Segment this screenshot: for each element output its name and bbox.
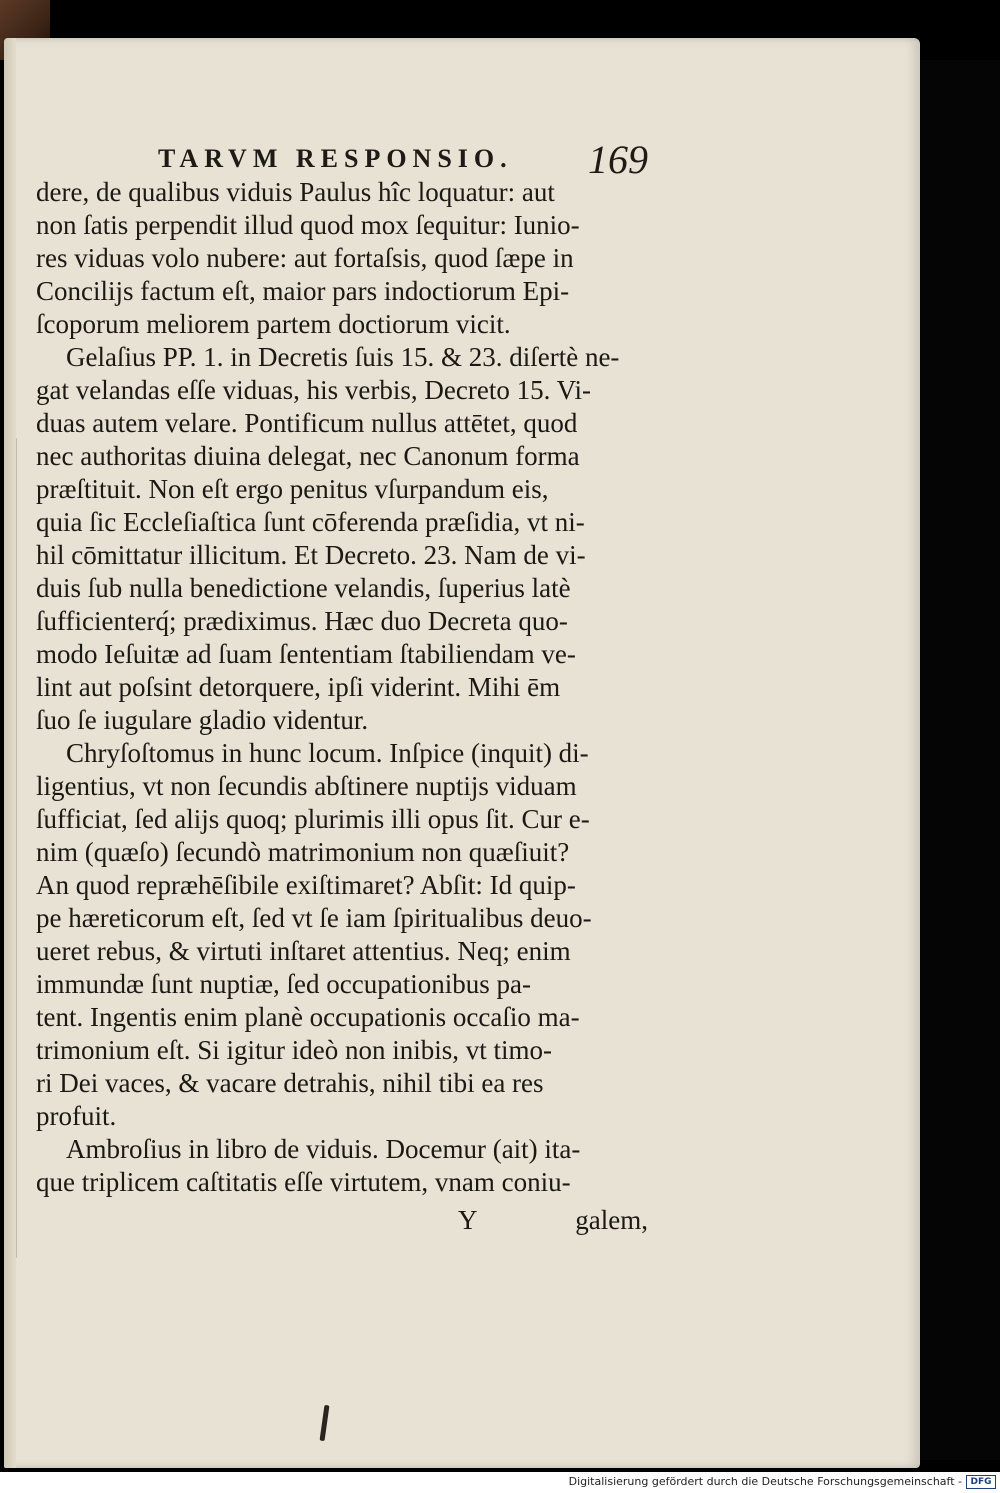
running-head xyxy=(158,137,648,182)
digitization-credit: Digitalisierung gefördert durch die Deutsche Forschungsgemeinschaft - xyxy=(568,1475,962,1488)
text-line: duas autem velare. Pontificum nullus attētet, quod xyxy=(36,408,578,438)
text-line: non ſatis perpendit illud quod mox ſequitur: Iunio- xyxy=(36,210,580,240)
text-line: præſtituit. Non eſt ergo penitus vſurpandum eis, xyxy=(36,474,549,504)
text-line: immundæ ſunt nuptiæ, ſed occupationibus pa- xyxy=(36,969,531,999)
text-line: pe hæreticorum eſt, ſed vt ſe iam ſpiritualibus deuo- xyxy=(36,903,592,933)
text-line: tent. Ingentis enim planè occupationis occaſio ma- xyxy=(36,1002,580,1032)
text-line: ſufficiat, ſed alijs quoq; plurimis illi opus ſit. Cur e- xyxy=(36,804,590,834)
text-line: Ambroſius in libro de viduis. Docemur (ait) ita- xyxy=(66,1134,581,1164)
text-line: An quod repræhēſibile exiſtimaret? Abſit: Id quip- xyxy=(36,870,576,900)
text-line: ligentius, vt non ſecundis abſtinere nuptijs viduam xyxy=(36,771,577,801)
text-line: Chryſoſtomus in hunc locum. Inſpice (inquit) di- xyxy=(66,738,589,768)
text-line: Gelaſius PP. 1. in Decretis ſuis 15. & 23. diſertè ne- xyxy=(66,342,620,372)
text-line: ſuo ſe iugulare gladio videntur. xyxy=(36,705,369,735)
digitization-footer xyxy=(0,1472,1000,1493)
text-line: Concilijs factum eſt, maior pars indoctiorum Epi- xyxy=(36,276,570,306)
text-line: lint aut poſsint detorquere, ipſi viderint. Mihi ēm xyxy=(36,672,561,702)
text-line: quia ſic Eccleſiaſtica ſunt cōferenda præſidia, vt ni- xyxy=(36,507,585,537)
text-line: gat velandas eſſe viduas, his verbis, Decreto 15. Vi- xyxy=(36,375,591,405)
text-line: ſufficienterq́; prædiximus. Hæc duo Decreta quo- xyxy=(36,606,568,636)
page-foot xyxy=(36,1205,662,1241)
body-text xyxy=(36,176,662,1199)
text-line: dere, de qualibus viduis Paulus hîc loquatur: aut xyxy=(36,177,555,207)
catchword: galem, xyxy=(575,1205,648,1235)
margin-rule xyxy=(16,438,17,1258)
signature-mark: Y xyxy=(458,1205,478,1235)
scan-background xyxy=(920,60,1000,1460)
text-line: duis ſub nulla benedictione velandis, ſuperius latè xyxy=(36,573,571,603)
text-line: profuit. xyxy=(36,1101,117,1131)
text-line: modo Ieſuitæ ad ſuam ſententiam ſtabiliendam ve- xyxy=(36,639,576,669)
page-number: 169 xyxy=(588,137,648,182)
text-line: ri Dei vaces, & vacare detrahis, nihil tibi ea res xyxy=(36,1068,544,1098)
text-line: nim (quæſo) ſecundò matrimonium non quæſiuit? xyxy=(36,837,570,867)
running-title: TARVM RESPONSIO. xyxy=(158,144,513,173)
text-line: nec authoritas diuina delegat, nec Canonum forma xyxy=(36,441,580,471)
text-line: ſcoporum meliorem partem doctiorum vicit. xyxy=(36,309,511,339)
page-gutter-shadow xyxy=(4,38,16,1468)
text-line: hil cōmittatur illicitum. Et Decreto. 23. Nam de vi- xyxy=(36,540,586,570)
text-line: ueret rebus, & virtuti inſtaret attentius. Neq; enim xyxy=(36,936,571,966)
text-line: que triplicem caſtitatis eſſe virtutem, vnam coniu- xyxy=(36,1167,571,1197)
text-line: trimonium eſt. Si igitur ideò non inibis, vt timo- xyxy=(36,1035,552,1065)
dfg-logo-icon: DFG xyxy=(966,1475,996,1489)
text-line: res viduas volo nubere: aut fortaſsis, quod ſæpe in xyxy=(36,243,574,273)
